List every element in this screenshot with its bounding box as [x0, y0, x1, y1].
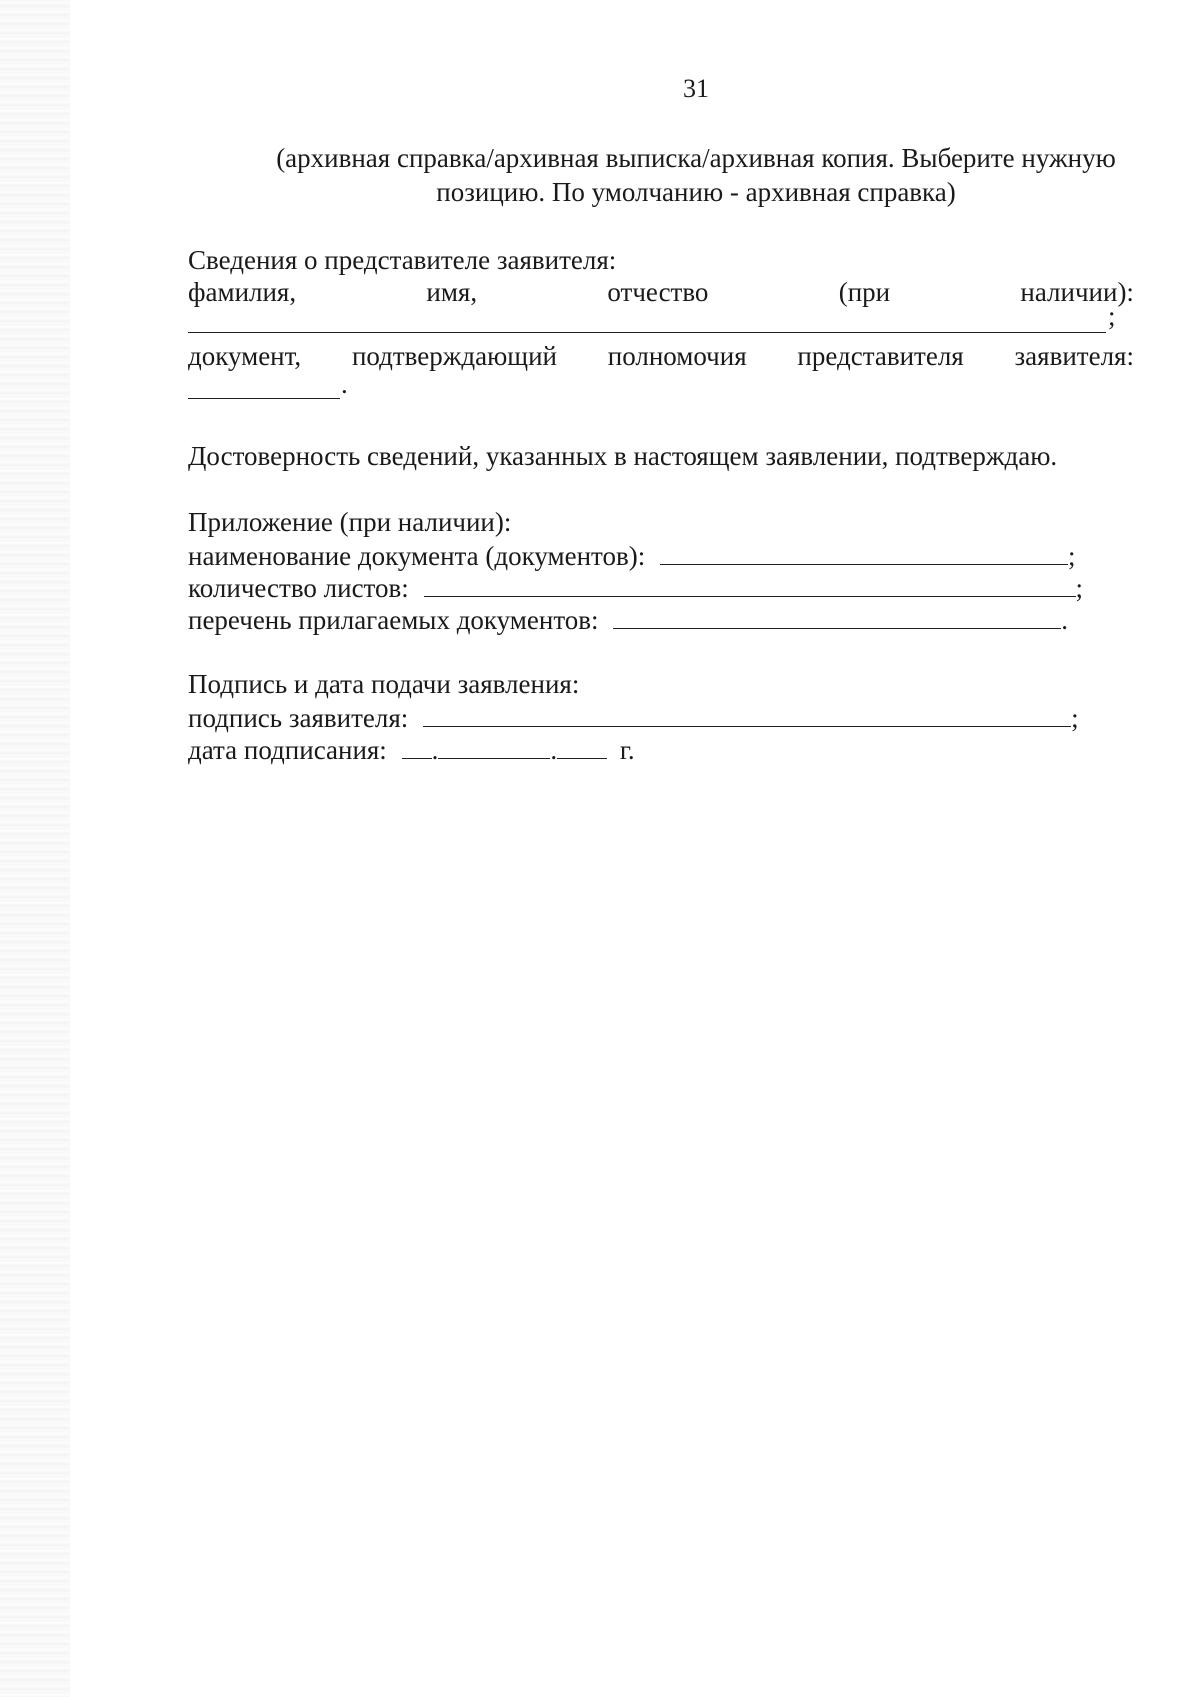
- attachment-sheets-field[interactable]: [424, 570, 1076, 597]
- attachment-list-end: .: [1061, 605, 1069, 635]
- date-day-field[interactable]: [402, 732, 432, 759]
- name-word: отчество: [607, 277, 709, 307]
- representative-heading: Сведения о представителе заявителя:: [188, 245, 617, 275]
- representative-doc-end: .: [341, 369, 348, 399]
- representative-name-label-row: [188, 276, 1134, 308]
- attachment-list-label: перечень прилагаемых документов:: [188, 605, 599, 635]
- attachment-sheets-end: ;: [1075, 573, 1084, 603]
- signature-date-row: [188, 732, 635, 766]
- attachment-sheets-row: [188, 570, 1083, 604]
- attachment-doc-name-row: [188, 538, 1076, 572]
- attachment-list-row: [188, 602, 1068, 636]
- scan-edge-artifact: [0, 0, 70, 1697]
- attachment-doc-name-field[interactable]: [660, 538, 1068, 565]
- doc-word: полномочия: [607, 341, 747, 371]
- attachment-list-field[interactable]: [613, 602, 1061, 629]
- representative-name-end: ;: [1108, 301, 1116, 331]
- attachment-heading: Приложение (при наличии):: [188, 507, 512, 537]
- doc-word: заявителя:: [1014, 341, 1134, 371]
- doc-word: представителя: [797, 341, 964, 371]
- confirmation-text: Достоверность сведений, указанных в настоящем заявлении, подтверждаю.: [188, 441, 1058, 471]
- name-word: имя,: [426, 277, 478, 307]
- signature-sign-end: ;: [1071, 703, 1079, 733]
- name-word: наличии):: [1020, 277, 1134, 307]
- doc-word: документ,: [188, 341, 302, 371]
- attachment-sheets-label: количество листов:: [188, 573, 409, 603]
- page-number: 31: [683, 74, 709, 103]
- signature-sign-label: подпись заявителя:: [188, 703, 409, 733]
- representative-doc-field[interactable]: [188, 372, 340, 399]
- date-year-suffix: г.: [619, 735, 635, 765]
- doc-word: подтверждающий: [351, 341, 557, 371]
- date-separator: .: [431, 735, 439, 765]
- signature-date-label: дата подписания:: [188, 735, 387, 765]
- date-year-field[interactable]: [557, 732, 607, 759]
- representative-name-field[interactable]: [188, 306, 1106, 333]
- date-month-field[interactable]: [438, 732, 550, 759]
- signature-sign-field[interactable]: [423, 700, 1071, 727]
- signature-sign-row: [188, 700, 1079, 734]
- name-word: фамилия,: [188, 277, 297, 307]
- attachment-doc-name-label: наименование документа (документов):: [188, 541, 646, 571]
- header-note-line-1: (архивная справка/архивная выписка/архивная копия. Выберите нужную: [276, 143, 1116, 173]
- header-note-line-2: позицию. По умолчанию - архивная справка): [436, 177, 956, 207]
- name-word: (при: [838, 277, 891, 307]
- representative-doc-label-row: [188, 340, 1134, 372]
- attachment-doc-name-end: ;: [1067, 541, 1076, 571]
- signature-heading: Подпись и дата подачи заявления:: [188, 669, 580, 699]
- date-separator: .: [550, 735, 558, 765]
